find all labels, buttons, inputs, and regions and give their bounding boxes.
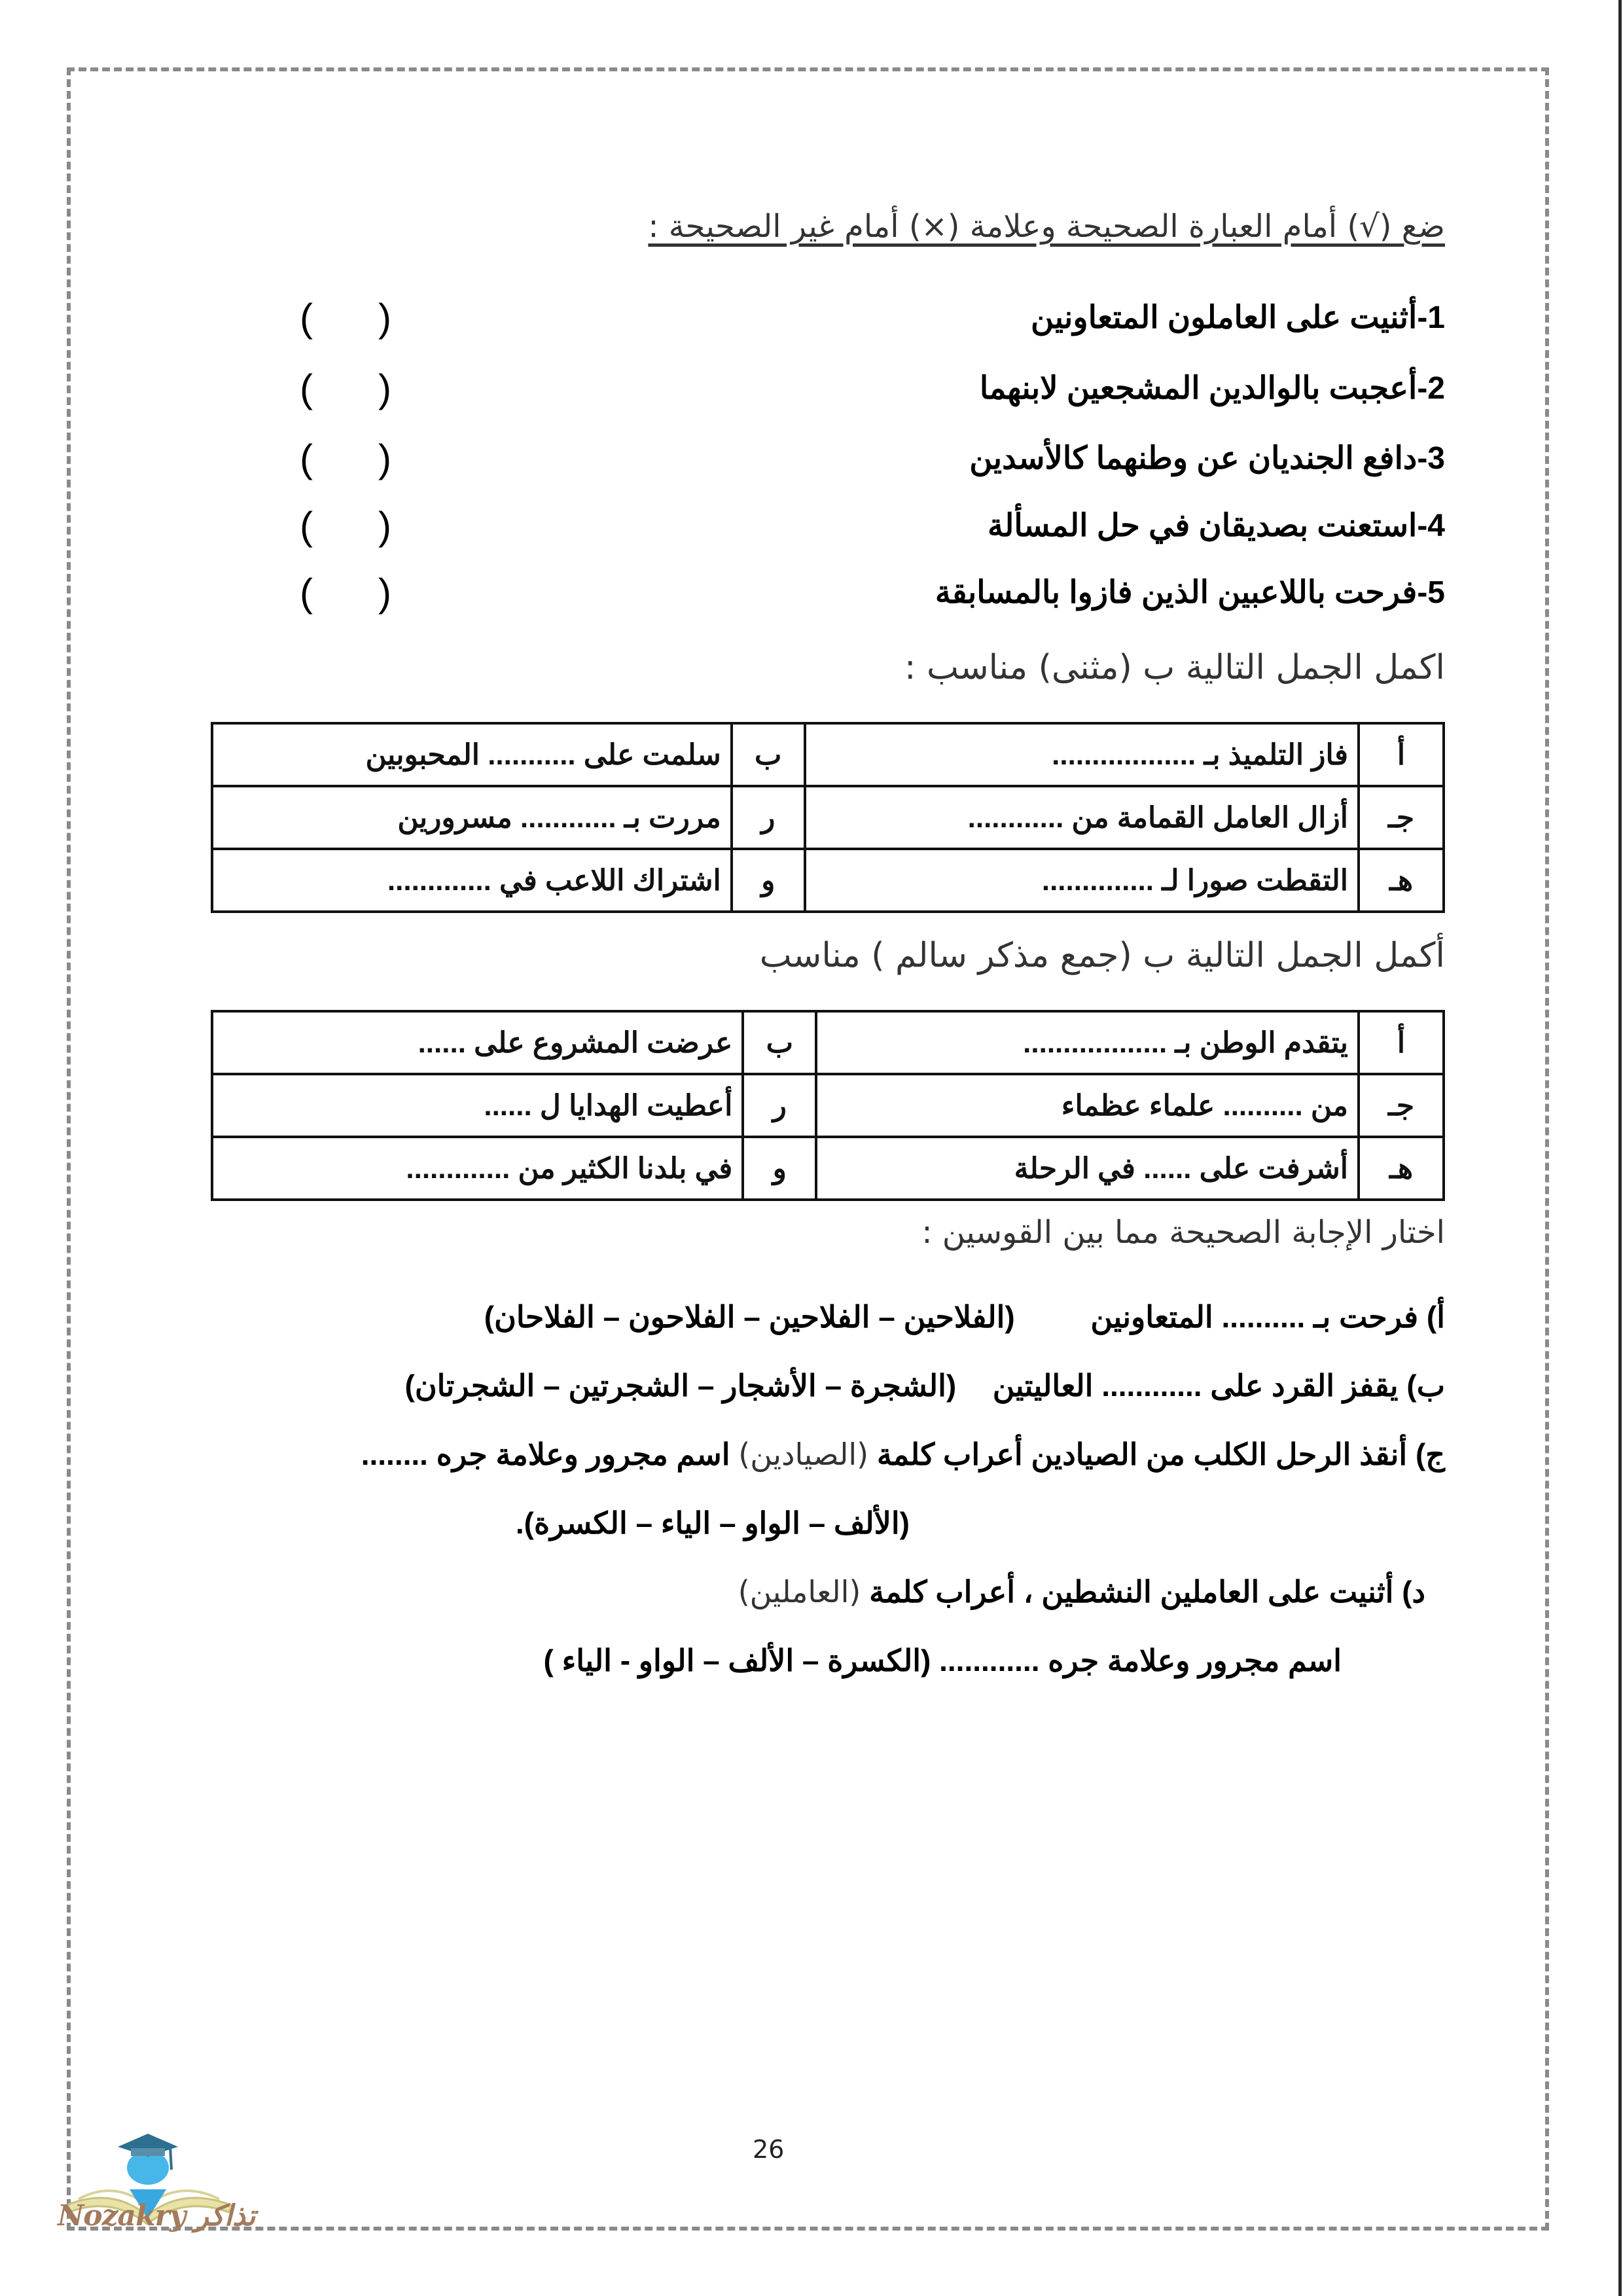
row-letter: أ xyxy=(1359,1011,1444,1074)
row-letter: جـ xyxy=(1359,1074,1444,1137)
scroll-edge xyxy=(1618,0,1622,2296)
tf-item xyxy=(215,432,1445,484)
mc-question-a xyxy=(484,1299,1445,1335)
answer-options[interactable]: (الشجرة – الأشجار – الشجرتين – الشجرتان) xyxy=(404,1369,957,1403)
table-row xyxy=(212,1074,1444,1137)
row-letter: ر xyxy=(732,786,805,849)
answer-options[interactable]: (الألف – الواو – الياء – الكسرة). xyxy=(515,1506,910,1540)
tf-item-text: استعنت بصديقان في حل المسألة xyxy=(987,509,1418,543)
tf-item-text: دافع الجنديان عن وطنهما كالأسدين xyxy=(969,441,1418,476)
fill-cell[interactable]: عرضت المشروع على ...... xyxy=(212,1011,743,1074)
question-text: فرحت بـ .......... المتعاونين xyxy=(1090,1300,1419,1334)
mc-question-d xyxy=(738,1574,1425,1609)
fill-cell[interactable]: أزال العامل القمامة من ............ xyxy=(805,786,1359,849)
row-letter: ب xyxy=(743,1011,816,1074)
row-letter: و xyxy=(732,849,805,912)
page-number: 26 xyxy=(753,2135,785,2164)
table-row xyxy=(212,723,1444,786)
row-letter: هـ xyxy=(1359,1137,1444,1200)
row-letter: هـ xyxy=(1359,849,1444,912)
tf-item xyxy=(215,499,1445,552)
table-row xyxy=(212,849,1444,912)
fill-cell[interactable]: أعطيت الهدايا ل ...... xyxy=(212,1074,743,1137)
fill-cell[interactable]: يتقدم الوطن بـ .................. xyxy=(816,1011,1359,1074)
section3-title: أكمل الجمل التالية ب (جمع مذكر سالم ) مناسب xyxy=(759,936,1445,975)
table-row xyxy=(212,1011,1444,1074)
fill-cell[interactable]: فاز التلميذ بـ .................. xyxy=(805,723,1359,786)
mc-question-c xyxy=(361,1437,1445,1472)
tf-item-text: أعجبت بالوالدين المشجعين لابنهما xyxy=(979,371,1418,406)
row-letter: ر xyxy=(743,1074,816,1137)
section4-title: اختار الإجابة الصحيحة مما بين القوسين : xyxy=(921,1214,1445,1251)
table-row xyxy=(212,786,1444,849)
answer-options[interactable]: (الكسرة – الألف – الواو - الياء ) xyxy=(543,1643,931,1677)
answer-options[interactable]: (الفلاحين – الفلاحين – الفلاحون – الفلاحان) xyxy=(484,1300,1015,1334)
section2-title: اكمل الجمل التالية ب (مثنى) مناسب : xyxy=(904,648,1445,687)
answer-box[interactable]: ( ) xyxy=(300,295,391,340)
question-text: أنقذ الرحل الكلب من الصيادين أعراب كلمة xyxy=(876,1437,1408,1471)
section1-title: ضع (√) أمام العبارة الصحيحة وعلامة (×) أمام غير الصحيحة : xyxy=(648,208,1445,245)
dual-fill-table xyxy=(211,722,1445,913)
mc-question-b xyxy=(405,1368,1445,1403)
mc-question-c-options xyxy=(516,1505,910,1541)
row-letter: ب xyxy=(732,723,805,786)
answer-box[interactable]: ( ) xyxy=(300,366,391,410)
question-text: أثنيت على العاملين النشطين ، أعراب كلمة xyxy=(869,1575,1394,1609)
tf-item-text: فرحت باللاعبين الذين فازوا بالمسابقة xyxy=(935,575,1418,610)
row-letter: و xyxy=(743,1137,816,1200)
fill-cell[interactable]: من .......... علماء عظماء xyxy=(816,1074,1359,1137)
tf-item-number: 2- xyxy=(1417,371,1445,406)
fill-cell[interactable]: مررت بـ ............ مسرورين xyxy=(212,786,732,849)
tf-item-number: 5- xyxy=(1417,575,1445,610)
question-text: يقفز القرد على ............ العاليتين xyxy=(992,1369,1399,1403)
target-word: (العاملين) xyxy=(738,1574,861,1609)
target-word: (الصيادين) xyxy=(738,1437,869,1472)
table-row xyxy=(212,1137,1444,1200)
tf-item xyxy=(215,291,1445,344)
tf-item-text: أثنيت على العاملون المتعاونين xyxy=(1031,300,1418,335)
fill-cell[interactable]: سلمت على ........... المحبوبين xyxy=(212,723,732,786)
fill-cell[interactable]: التقطت صورا لـ .............. xyxy=(805,849,1359,912)
tf-item xyxy=(215,566,1445,619)
question-label: ج) xyxy=(1415,1437,1445,1471)
tf-item-number: 1- xyxy=(1417,300,1445,335)
tf-item xyxy=(215,362,1445,414)
tf-item-number: 3- xyxy=(1417,441,1445,476)
row-letter: أ xyxy=(1359,723,1444,786)
answer-box[interactable]: ( ) xyxy=(300,570,391,615)
answer-box[interactable]: ( ) xyxy=(300,436,391,480)
mc-question-d-line2 xyxy=(544,1643,1342,1678)
watermark-text: Nozakry تذاكر xyxy=(58,2199,256,2233)
answer-box[interactable]: ( ) xyxy=(300,503,391,548)
question-label: أ) xyxy=(1426,1300,1445,1334)
plural-fill-table xyxy=(211,1010,1445,1201)
fill-cell[interactable]: اشتراك اللاعب في ............. xyxy=(212,849,732,912)
question-text-2: اسم مجرور وعلامة جره ........ xyxy=(361,1437,730,1471)
question-text-2: اسم مجرور وعلامة جره ............ xyxy=(939,1643,1342,1677)
tf-item-number: 4- xyxy=(1417,509,1445,543)
row-letter: جـ xyxy=(1359,786,1444,849)
question-label: ب) xyxy=(1406,1369,1445,1403)
question-label: د) xyxy=(1402,1575,1425,1609)
fill-cell[interactable]: أشرفت على ...... في الرحلة xyxy=(816,1137,1359,1200)
fill-cell[interactable]: في بلدنا الكثير من ............. xyxy=(212,1137,743,1200)
